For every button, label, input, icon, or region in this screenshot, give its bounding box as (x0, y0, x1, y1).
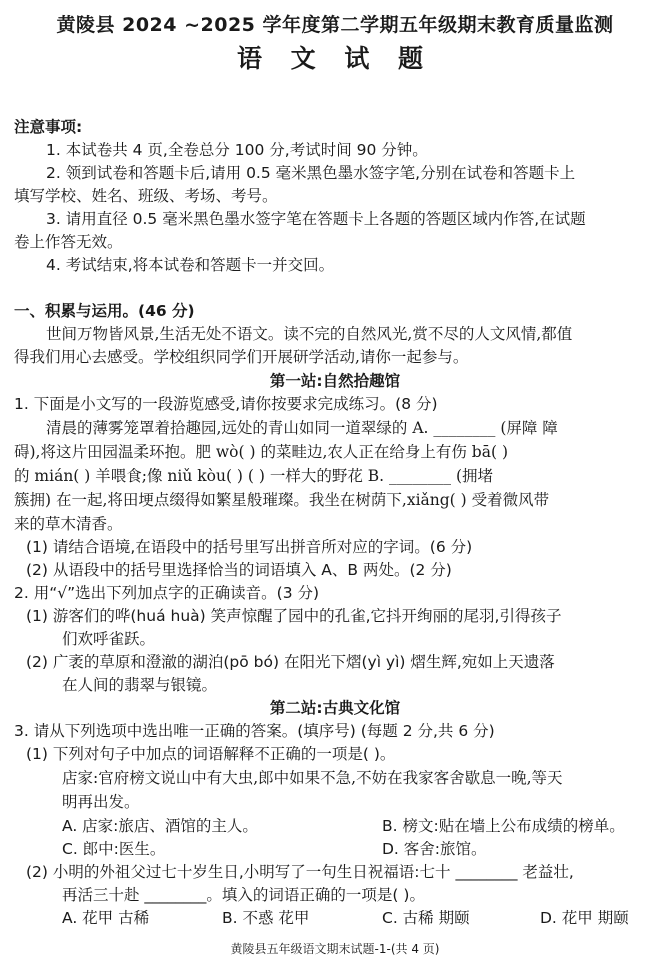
q3-1-quote-line-1: 店家:官府榜文说山中有大虫,郎中如果不急,不妨在我家客舍歇息一晚,等天 (62, 769, 563, 787)
q3-2-option-c: C. 古稀 期颐 (382, 909, 470, 927)
q3-2-option-a: A. 花甲 古稀 (62, 909, 150, 927)
q1-sub-2: (2) 从语段中的括号里选择恰当的词语填入 A、B 两处。(2 分) (26, 561, 452, 579)
part1-intro-line-1: 世间万物皆风景,生活无处不语文。读不完的自然风光,赏不尽的人文风情,都值 (46, 325, 573, 343)
q1-passage-line-2: 碍),将这片田园温柔环抱。肥 wò( ) 的菜畦边,农人正在给身上有伤 bā( ) (14, 443, 508, 461)
part1-intro-line-2: 得我们用心去感受。学校组织同学们开展研学活动,请你一起参与。 (14, 348, 469, 366)
notice-heading: 注意事项: (14, 118, 83, 136)
q2-sub-2-line-2: 在人间的翡翠与银镜。 (62, 676, 218, 694)
q3-2-stem-line-1: (2) 小明的外祖父过七十岁生日,小明写了一句生日祝福语:七十 ________ 老益壮, (26, 863, 574, 881)
q3-1-option-c: C. 郎中:医生。 (62, 840, 166, 858)
notice-item-3-line-2: 卷上作答无效。 (14, 233, 123, 251)
q2-sub-1-line-2: 们欢呼雀跃。 (62, 630, 156, 648)
notice-item-2-line-2: 填写学校、姓名、班级、考场、考号。 (14, 187, 278, 205)
q3-1-option-a: A. 店家:旅店、酒馆的主人。 (62, 817, 258, 835)
q1-stem: 1. 下面是小文写的一段游览感受,请你按要求完成练习。(8 分) (14, 395, 438, 413)
q2-stem: 2. 用“√”选出下列加点字的正确读音。(3 分) (14, 584, 320, 602)
station2-title: 第二站:古典文化馆 (269, 699, 401, 717)
station1-title: 第一站:自然拾趣馆 (269, 372, 401, 390)
q3-1-option-d: D. 客舍:旅馆。 (382, 840, 487, 858)
q1-passage-line-3: 的 mián( ) 羊喂食;像 niǔ kòu( ) ( ) 一样大的野花 B. ________ (拥堵 (14, 467, 494, 485)
notice-item-3-line-1: 3. 请用直径 0.5 毫米黑色墨水签字笔在答题卡上各题的答题区域内作答,在试题 (46, 210, 586, 228)
notice-item-4: 4. 考试结束,将本试卷和答题卡一并交回。 (46, 256, 335, 274)
q1-passage-line-4: 簇拥) 在一起,将田埂点缀得如繁星般璀璨。我坐在树荫下,xiǎng( ) 受着微风带 (14, 491, 550, 509)
notice-item-2-line-1: 2. 领到试卷和答题卡后,请用 0.5 毫米黑色墨水签字笔,分别在试卷和答题卡上 (46, 164, 576, 182)
page-footer: 黄陵县五年级语文期末试题-1-(共 4 页) (230, 942, 440, 956)
q1-passage-line-1: 清晨的薄雾笼罩着拾趣园,远处的青山如同一道翠绿的 A. ________ (屏障 障 (46, 419, 558, 437)
q2-sub-1-line-1: (1) 游客们的哗(huá huà) 笑声惊醒了园中的孔雀,它抖开绚丽的尾羽,引得孩子 (26, 607, 562, 625)
q3-2-stem-line-2: 再活三十赴 ________。填入的词语正确的一项是( )。 (62, 886, 425, 904)
exam-title: 黄陵县 2024 ~2025 学年度第二学期五年级期末教育质量监测 (56, 14, 614, 36)
q3-1-quote-line-2: 明再出发。 (62, 793, 140, 811)
q1-passage-line-5: 来的草木清香。 (14, 515, 123, 533)
q2-sub-2-line-1: (2) 广袤的草原和澄澈的湖泊(pō bó) 在阳光下熠(yì yì) 熠生辉,宛如上天遗落 (26, 653, 555, 671)
part1-heading: 一、积累与运用。(46 分) (14, 302, 195, 320)
subject-title: 语 文 试 题 (236, 44, 434, 73)
q1-sub-1: (1) 请结合语境,在语段中的括号里写出拼音所对应的字词。(6 分) (26, 538, 473, 556)
notice-item-1: 1. 本试卷共 4 页,全卷总分 100 分,考试时间 90 分钟。 (46, 141, 428, 159)
q3-stem: 3. 请从下列选项中选出唯一正确的答案。(填序号) (每题 2 分,共 6 分) (14, 722, 495, 740)
q3-1-option-b: B. 榜文:贴在墙上公布成绩的榜单。 (382, 817, 625, 835)
q3-2-option-d: D. 花甲 期颐 (540, 909, 629, 927)
q3-2-option-b: B. 不惑 花甲 (222, 909, 310, 927)
q3-1-stem: (1) 下列对句子中加点的词语解释不正确的一项是( )。 (26, 745, 396, 763)
